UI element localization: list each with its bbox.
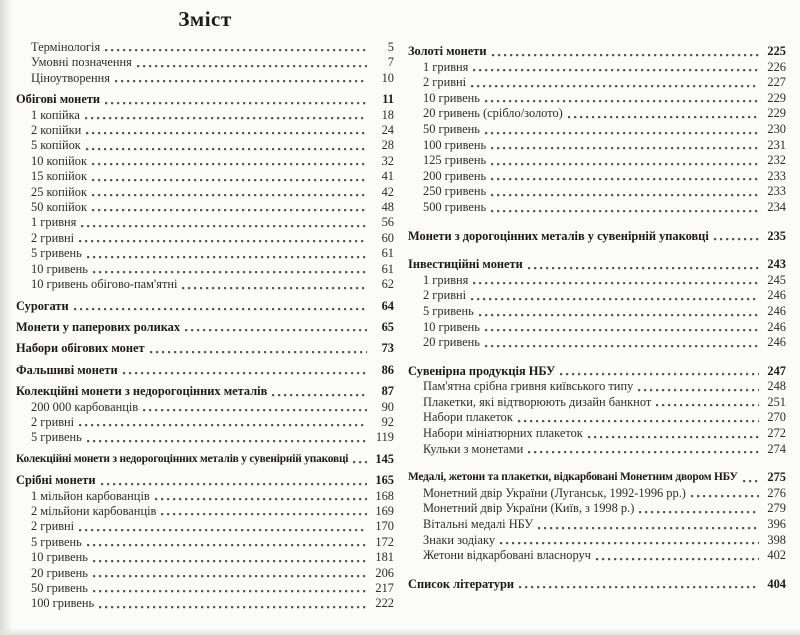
toc-entry-page: 42 (381, 184, 394, 199)
toc-entry (408, 410, 786, 426)
toc-entry-label: 100 гривень (423, 137, 487, 152)
dot-leader (491, 200, 759, 216)
toc-entry-page: 247 (767, 363, 786, 378)
toc-entry (16, 71, 394, 86)
toc-entry-page: 226 (767, 59, 786, 74)
dot-leader (81, 215, 367, 230)
toc-entry-page: 87 (381, 384, 394, 399)
toc-entry (16, 277, 394, 292)
toc-entry-page: 279 (767, 501, 786, 516)
toc-entry-page: 231 (767, 137, 786, 152)
toc-entry (408, 533, 786, 549)
dot-leader (491, 153, 759, 169)
toc-entry-label: 10 копійок (31, 153, 87, 168)
dot-leader (639, 501, 759, 517)
toc-entry-label: 20 гривень (423, 335, 480, 350)
toc-entry (408, 395, 786, 411)
toc-entry-label: Колекційні монети з недорогоцінних металів у сувенірній упаковці (16, 452, 349, 465)
dot-leader (691, 486, 759, 502)
dot-leader (479, 304, 759, 320)
toc-entry (16, 169, 394, 184)
toc-entry (16, 452, 394, 467)
toc-entry-page: 398 (767, 532, 786, 547)
toc-entry-label: 10 гривень (423, 90, 480, 105)
toc-entry-label: 5 копійок (31, 138, 81, 153)
toc-entry (408, 470, 786, 486)
dot-leader (560, 364, 759, 380)
toc-entry-label: 5 гривень (31, 430, 82, 445)
dot-leader (101, 473, 368, 488)
dot-leader (85, 108, 367, 123)
dot-leader (93, 581, 367, 596)
toc-entry-page: 86 (381, 362, 394, 377)
dot-leader (473, 60, 759, 76)
dot-leader (99, 596, 367, 611)
toc-entry (16, 363, 394, 378)
toc-entry (16, 581, 394, 596)
toc-entry (16, 154, 394, 169)
toc-entry (16, 341, 394, 356)
dot-leader (92, 169, 367, 184)
toc-entry (16, 473, 394, 488)
toc-entry-label: Монети з дорогоцінних металів у сувенірній упаковці (408, 228, 709, 243)
toc-entry-page: 272 (767, 426, 786, 441)
dot-leader (491, 184, 759, 200)
toc-entry-page: 24 (381, 123, 394, 138)
dot-leader (485, 91, 759, 107)
toc-group (16, 384, 394, 446)
toc-entry-page: 64 (381, 298, 394, 313)
toc-entry-label: 250 гривень (423, 184, 487, 199)
toc-group (408, 470, 786, 564)
toc-group (408, 257, 786, 351)
toc-entry-label: Фальшиві монети (16, 362, 118, 377)
toc-entry-label: Обігові монети (16, 92, 101, 107)
toc-entry-page: 222 (375, 596, 394, 611)
dot-leader (137, 55, 367, 70)
toc-entry-label: Сурогати (16, 298, 69, 313)
toc-entry-label: Ціноутворення (31, 70, 110, 85)
toc-entry (16, 596, 394, 611)
toc-entry-page: 230 (767, 121, 786, 136)
toc-entry-page: 276 (767, 485, 786, 500)
toc-entry-label: 2 гривні (423, 75, 467, 90)
toc-entry-label: 100 гривень (31, 596, 95, 611)
toc-entry-page: 206 (375, 565, 394, 580)
dot-leader (638, 379, 759, 395)
toc-entry-page: 246 (767, 288, 786, 303)
toc-entry (408, 122, 786, 138)
toc-entry-page: 18 (381, 107, 394, 122)
toc-entry (408, 442, 786, 458)
toc-entry-page: 165 (375, 473, 394, 488)
toc-entry-label: Знаки зодіаку (423, 532, 496, 547)
toc-columns (16, 6, 786, 612)
dot-leader (528, 257, 759, 273)
toc-entry-page: 232 (767, 153, 786, 168)
toc-entry (16, 400, 394, 415)
toc-entry (16, 566, 394, 581)
toc-entry-label: Інвестиційні монети (408, 257, 523, 272)
toc-entry-label: 20 гривень (31, 565, 88, 580)
toc-entry-page: 61 (381, 246, 394, 261)
toc-group (408, 229, 786, 245)
dot-leader (79, 519, 367, 534)
toc-entry-page: 5 (387, 40, 394, 54)
toc-entry (408, 304, 786, 320)
toc-entry-label: 20 гривень (срібло/золото) (423, 106, 563, 121)
dot-leader (150, 341, 367, 356)
toc-entry-page: 402 (767, 548, 786, 563)
toc-entry (16, 55, 394, 70)
dot-leader (538, 517, 759, 533)
toc-entry (16, 215, 394, 230)
toc-entry (16, 489, 394, 504)
dot-leader (471, 75, 759, 91)
toc-group (16, 452, 394, 467)
toc-entry-page: 246 (767, 335, 786, 350)
dot-leader (92, 154, 367, 169)
toc-entry-page: 119 (375, 430, 394, 445)
dot-leader (714, 229, 759, 245)
toc-entry (16, 299, 394, 314)
toc-entry-label: Набори обігових монет (16, 341, 145, 356)
toc-entry (16, 92, 394, 107)
toc-entry-page: 48 (381, 200, 394, 215)
toc-entry (408, 273, 786, 289)
dot-leader (93, 262, 367, 277)
dot-leader (473, 273, 759, 289)
toc-entry-page: 28 (381, 138, 394, 153)
toc-entry-page: 246 (767, 303, 786, 318)
toc-group (408, 577, 786, 593)
toc-entry (16, 504, 394, 519)
toc-entry-page: 251 (767, 394, 786, 409)
toc-entry-page: 225 (767, 44, 786, 58)
toc-entry-label: Плакетки, які відтворюють дизайн банкнот (423, 394, 652, 409)
dot-leader (161, 504, 367, 519)
toc-entry-page: 169 (375, 503, 394, 518)
toc-entry-label: 5 гривень (31, 534, 82, 549)
toc-entry (408, 184, 786, 200)
toc-entry-page: 11 (382, 92, 394, 107)
toc-entry (408, 106, 786, 122)
toc-entry (408, 75, 786, 91)
dot-leader (105, 40, 367, 55)
toc-entry (16, 550, 394, 565)
toc-entry-label: Сувенірна продукція НБУ (408, 363, 556, 378)
dot-leader (485, 320, 759, 336)
dot-leader (492, 44, 759, 60)
toc-entry (408, 486, 786, 502)
toc-entry-label: Срібні монети (16, 473, 96, 488)
toc-group (16, 299, 394, 314)
toc-entry (408, 200, 786, 216)
dot-leader (74, 299, 367, 314)
toc-entry-page: 172 (375, 534, 394, 549)
toc-entry-label: 5 гривень (423, 303, 474, 318)
dot-leader (92, 185, 367, 200)
dot-leader (86, 123, 367, 138)
toc-entry-page: 41 (381, 169, 394, 184)
toc-entry-label: 2 гривні (31, 414, 75, 429)
toc-entry-label: 1 мільйон карбованців (31, 488, 150, 503)
toc-entry-label: Жетони відкарбовані власноруч (423, 548, 591, 563)
toc-entry-label: Золоті монети (408, 44, 487, 58)
toc-entry-label: 2 гривні (31, 230, 75, 245)
toc-group (16, 473, 394, 612)
toc-entry (16, 320, 394, 335)
toc-entry (16, 185, 394, 200)
toc-entry-page: 32 (381, 153, 394, 168)
toc-entry (408, 288, 786, 304)
dot-leader (79, 415, 367, 430)
toc-entry (408, 548, 786, 564)
toc-entry (408, 229, 786, 245)
dot-leader (182, 277, 367, 292)
dot-leader (87, 430, 367, 445)
toc-entry-page: 56 (381, 215, 394, 230)
toc-entry-page: 217 (375, 581, 394, 595)
dot-leader (92, 200, 367, 215)
dot-leader (596, 548, 759, 564)
toc-entry-page: 170 (375, 519, 394, 534)
toc-entry-label: Колекційні монети з недорогоцінних металів (16, 384, 268, 399)
toc-entry (408, 44, 786, 60)
toc-entry (408, 91, 786, 107)
dot-leader (471, 288, 759, 304)
toc-entry (16, 415, 394, 430)
toc-entry-label: 10 гривень (31, 550, 88, 565)
toc-entry-page: 233 (767, 168, 786, 183)
toc-list-left (16, 40, 394, 612)
toc-entry-label: 1 копійка (31, 107, 80, 122)
toc-entry (408, 426, 786, 442)
toc-entry-label: Монетний двір України (Київ, з 1998 р.) (423, 501, 635, 516)
toc-entry-page: 73 (381, 341, 394, 356)
toc-entry (16, 535, 394, 550)
toc-entry-label: 500 гривень (423, 199, 487, 214)
toc-entry-label: Пам'ятна срібна гривня київського типу (423, 379, 634, 394)
toc-entry-page: 229 (767, 90, 786, 105)
toc-entry-label: Термінологія (31, 40, 101, 54)
dot-leader (485, 122, 759, 138)
dot-leader (656, 395, 759, 411)
toc-group (16, 320, 394, 335)
toc-entry-label: Набори плакеток (423, 410, 513, 425)
toc-entry (16, 246, 394, 261)
dot-leader (87, 246, 367, 261)
toc-entry (408, 138, 786, 154)
toc-entry (408, 379, 786, 395)
toc-entry (16, 262, 394, 277)
toc-entry-page: 65 (381, 319, 394, 334)
toc-entry (16, 108, 394, 123)
toc-entry (408, 257, 786, 273)
toc-entry-label: Кульки з монетами (423, 441, 524, 456)
toc-entry-label: Монетний двір України (Луганськ, 1992-1996 рр.) (423, 485, 686, 500)
toc-entry-page: 145 (375, 451, 394, 466)
toc-entry-label: 1 гривня (423, 59, 469, 74)
toc-entry-page: 227 (767, 75, 786, 90)
toc-entry-page: 92 (381, 414, 394, 429)
dot-leader (272, 384, 367, 399)
dot-leader (491, 138, 759, 154)
toc-entry (408, 364, 786, 380)
toc-entry-page: 168 (375, 488, 394, 503)
dot-leader (93, 566, 367, 581)
toc-entry-page: 404 (767, 576, 786, 591)
toc-entry-page: 7 (387, 55, 394, 70)
dot-leader (155, 489, 367, 504)
dot-leader (588, 426, 759, 442)
toc-entry (16, 123, 394, 138)
toc-entry-label: Вітальні медалі НБУ (423, 517, 534, 532)
toc-entry-label: 5 гривень (31, 246, 82, 261)
toc-entry-label: 10 гривень (423, 319, 480, 334)
dot-leader (86, 138, 367, 153)
toc-entry-label: Набори мініатюрних плакеток (423, 426, 583, 441)
dot-leader (353, 452, 367, 467)
toc-entry-label: Монети у паперових роликах (16, 319, 181, 334)
toc-entry (16, 40, 394, 55)
toc-entry (16, 519, 394, 534)
toc-entry-label: 1 гривня (423, 272, 469, 287)
toc-entry-page: 248 (767, 379, 786, 394)
toc-entry-page: 274 (767, 441, 786, 456)
dot-leader (87, 535, 367, 550)
toc-entry (408, 577, 786, 593)
toc-entry (408, 60, 786, 76)
toc-entry-page: 61 (381, 261, 394, 276)
toc-entry-label: 15 копійок (31, 169, 87, 184)
toc-entry-label: 50 копійок (31, 200, 87, 215)
toc-entry-label: 1 гривня (31, 215, 77, 230)
dot-leader (491, 169, 759, 185)
toc-entry-page: 243 (767, 257, 786, 272)
toc-entry (408, 153, 786, 169)
toc-group (16, 363, 394, 378)
dot-leader (500, 533, 759, 549)
dot-leader (568, 106, 759, 122)
toc-entry-label: Список літератури (408, 576, 515, 591)
toc-entry-label: 2 гривні (31, 519, 75, 534)
toc-entry (16, 231, 394, 246)
dot-leader (519, 577, 759, 593)
toc-entry-page: 270 (767, 410, 786, 425)
toc-entry (408, 320, 786, 336)
toc-entry (16, 200, 394, 215)
dot-leader (143, 400, 367, 415)
toc-group (16, 40, 394, 86)
toc-entry (16, 138, 394, 153)
toc-entry-page: 235 (767, 228, 786, 243)
toc-entry-page: 275 (767, 470, 786, 485)
toc-entry-page: 396 (767, 517, 786, 532)
toc-entry-label: 2 копійки (31, 123, 82, 138)
toc-group (16, 92, 394, 292)
toc-entry (16, 430, 394, 445)
toc-entry-page: 234 (767, 199, 786, 214)
toc-group (408, 364, 786, 458)
toc-group (408, 44, 786, 216)
toc-entry-page: 229 (767, 106, 786, 121)
toc-entry-page: 233 (767, 184, 786, 199)
toc-entry-label: 10 гривень (31, 261, 88, 276)
dot-leader (185, 320, 367, 335)
toc-column-right (408, 6, 786, 612)
dot-leader (79, 231, 367, 246)
toc-entry (16, 384, 394, 399)
toc-group (16, 341, 394, 356)
toc-entry-label: 10 гривень обігово-пам'ятні (31, 277, 178, 292)
dot-leader (115, 71, 367, 86)
dot-leader (105, 92, 367, 107)
toc-entry-page: 62 (381, 277, 394, 292)
toc-entry-label: 2 гривні (423, 288, 467, 303)
toc-entry-page: 10 (381, 70, 394, 85)
toc-entry-label: 50 гривень (31, 581, 88, 595)
toc-entry-label: 200 000 карбованців (31, 399, 139, 414)
toc-list-right (408, 44, 786, 592)
toc-entry-page: 60 (381, 230, 394, 245)
toc-entry-page: 245 (767, 272, 786, 287)
toc-entry-label: 125 гривень (423, 153, 487, 168)
toc-entry-page: 181 (375, 550, 394, 565)
page-title: Зміст (178, 7, 232, 31)
dot-leader (518, 410, 759, 426)
toc-entry-label: Медалі, жетони та плакетки, відкарбовані Монетним двором НБУ (408, 471, 738, 484)
toc-entry-label: 2 мільйони карбованців (31, 503, 157, 518)
toc-column-left (16, 6, 394, 612)
toc-entry-label: 25 копійок (31, 184, 87, 199)
toc-entry (408, 169, 786, 185)
dot-leader (123, 363, 367, 378)
toc-entry-label: 200 гривень (423, 168, 487, 183)
toc-entry-label: Умовні позначення (31, 55, 132, 70)
dot-leader (485, 335, 759, 351)
toc-entry (408, 335, 786, 351)
toc-entry-page: 90 (381, 399, 394, 414)
toc-entry-page: 246 (767, 319, 786, 334)
toc-entry (408, 517, 786, 533)
dot-leader (743, 470, 759, 486)
toc-entry-label: 50 гривень (423, 121, 480, 136)
dot-leader (93, 550, 367, 565)
toc-entry (408, 501, 786, 517)
dot-leader (528, 442, 759, 458)
